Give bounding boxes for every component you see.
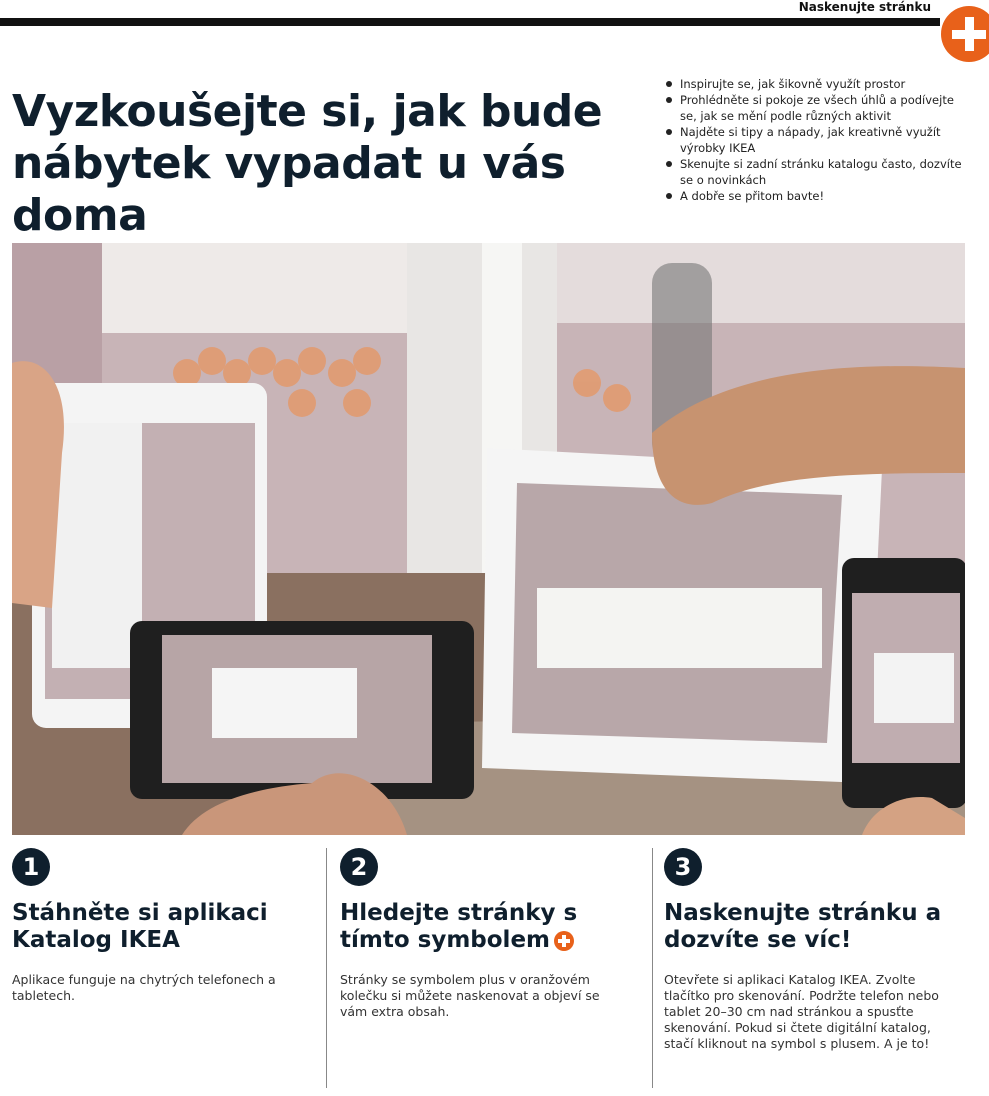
step-2 xyxy=(340,848,630,1020)
page-headline: Vyzkoušejte si, jak bude nábytek vypadat u vás doma xyxy=(12,86,603,241)
scan-page-label: Naskenujte stránku xyxy=(798,0,931,14)
feature-item: A dobře se přitom bavte! xyxy=(664,188,974,204)
column-divider xyxy=(326,848,327,1088)
step-number: 1 xyxy=(12,848,50,886)
step-3 xyxy=(664,848,964,1052)
top-rule xyxy=(0,18,940,26)
step-text: Stránky se symbolem plus v oranžovém kolečku si můžete naskenovat a objeví se vám extra obsah. xyxy=(340,972,600,1019)
step-title-wrap xyxy=(340,900,630,954)
step-number: 3 xyxy=(664,848,702,886)
feature-item: Skenujte si zadní stránku katalogu často, dozvíte se o novinkách xyxy=(664,156,974,188)
hero-photo xyxy=(12,243,965,835)
step-title: Naskenujte stránku a dozvíte se víc! xyxy=(664,900,942,953)
step-text: Otevřete si aplikaci Katalog IKEA. Zvolte tlačítko pro skenování. Podržte telefon nebo tablet 20–30 cm nad stránkou a spusťte skenování. Pokud si čtete digitální katalog, stačí kliknout na symbol s plusem. A je to! xyxy=(664,972,939,1051)
feature-item: Inspirujte se, jak šikovně využít prostor xyxy=(664,76,974,92)
column-divider xyxy=(652,848,653,1088)
plus-circle-icon xyxy=(554,931,574,951)
step-text: Aplikace funguje na chytrých telefonech a tabletech. xyxy=(12,972,276,1003)
feature-item: Najděte si tipy a nápady, jak kreativně využít výrobky IKEA xyxy=(664,124,974,156)
step-title: Hledejte stránky s tímto symbolem xyxy=(340,900,578,953)
plus-circle-icon[interactable] xyxy=(941,6,989,62)
feature-item: Prohlédněte si pokoje ze všech úhlů a podívejte se, jak se mění podle různých aktivit xyxy=(664,92,974,124)
feature-list xyxy=(664,76,974,204)
step-1 xyxy=(12,848,302,1004)
step-number: 2 xyxy=(340,848,378,886)
step-title: Stáhněte si aplikaci Katalog IKEA xyxy=(12,900,268,953)
